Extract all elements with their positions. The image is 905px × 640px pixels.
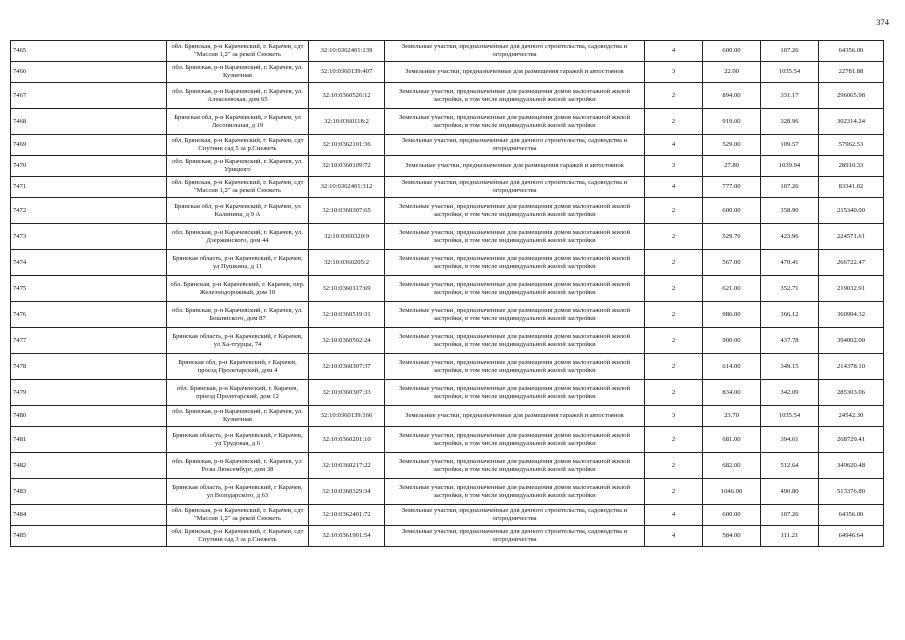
- cadastral-value-cell: 266722.47: [819, 250, 884, 276]
- cadastral-value-cell: 215340.00: [819, 198, 884, 224]
- group-cell: 2: [645, 276, 703, 302]
- specific-value-cell: 1035.54: [761, 62, 819, 83]
- area-cell: 23.70: [703, 406, 761, 427]
- cadastral-value-cell: 57962.53: [819, 135, 884, 156]
- address-cell: обл. Брянская, р-н Карачевский, г. Карачев, ул. Алексеевская, дом 65: [167, 83, 309, 109]
- table-row: [11, 406, 884, 427]
- group-cell: 2: [645, 380, 703, 406]
- area-cell: 682.00: [703, 453, 761, 479]
- cadastral-number-cell: 32:10:0360519:31: [309, 302, 385, 328]
- specific-value-cell: 107.26: [761, 41, 819, 62]
- group-cell: 3: [645, 156, 703, 177]
- specific-value-cell: 107.26: [761, 177, 819, 198]
- table-row: [11, 505, 884, 526]
- cadastral-value-cell: 83341.02: [819, 177, 884, 198]
- specific-value-cell: 1035.54: [761, 406, 819, 427]
- table-row: [11, 354, 884, 380]
- area-cell: 900.00: [703, 328, 761, 354]
- cadastral-number-cell: 32:10:0360205:2: [309, 250, 385, 276]
- address-cell: обл. Брянская, р-н Карачевский, г. Карачев, сдт "Массив 1,2" за рекой Снежеть: [167, 177, 309, 198]
- area-cell: 529.70: [703, 224, 761, 250]
- area-cell: 1046.00: [703, 479, 761, 505]
- group-cell: 4: [645, 135, 703, 156]
- cadastral-value-cell: 302314.24: [819, 109, 884, 135]
- land-use-cell: Земельные участки, предназначенные для размещения домов малоэтажной жилой застройки, в том числе индивидуальной жилой застройки: [385, 354, 645, 380]
- cadastral-number-cell: 32:10:0360329:34: [309, 479, 385, 505]
- cadastral-value-cell: 28910.33: [819, 156, 884, 177]
- cadastral-value-cell: 513376.80: [819, 479, 884, 505]
- table-body: [11, 41, 884, 547]
- specific-value-cell: 512.64: [761, 453, 819, 479]
- group-cell: 2: [645, 479, 703, 505]
- specific-value-cell: 342.09: [761, 380, 819, 406]
- address-cell: обл. Брянская, р-н Карачевский, г. Карачев, сдт "Массив 1,2" за рекой Снежеть: [167, 41, 309, 62]
- specific-value-cell: 358.90: [761, 198, 819, 224]
- cadastral-value-cell: 224571.61: [819, 224, 884, 250]
- land-use-cell: Земельные участки, предназначенные для размещения домов малоэтажной жилой застройки, в том числе индивидуальной жилой застройки: [385, 198, 645, 224]
- specific-value-cell: 1039.94: [761, 156, 819, 177]
- address-cell: Брянская область, р-н Карачевский, г Карачев, ул Пушкина, д 11: [167, 250, 309, 276]
- table-row: [11, 198, 884, 224]
- address-cell: обл. Брянская, р-н Карачевский, г. Карачев, сдт Спутник сад 5 за р.Снежеть: [167, 135, 309, 156]
- specific-value-cell: 470.41: [761, 250, 819, 276]
- table-row: [11, 156, 884, 177]
- group-cell: 2: [645, 198, 703, 224]
- table-row: [11, 109, 884, 135]
- cadastral-value-cell: 64356.00: [819, 41, 884, 62]
- area-cell: 22.00: [703, 62, 761, 83]
- area-cell: 919.00: [703, 109, 761, 135]
- land-use-cell: Земельные участки, предназначенные для размещения домов малоэтажной жилой застройки, в том числе индивидуальной жилой застройки: [385, 427, 645, 453]
- group-cell: 2: [645, 250, 703, 276]
- cadastral-number-cell: 32:10:0360320:9: [309, 224, 385, 250]
- cadastral-number-cell: 32:10:0362401:312: [309, 177, 385, 198]
- land-use-cell: Земельные участки, предназначенные для размещения домов малоэтажной жилой застройки, в том числе индивидуальной жилой застройки: [385, 83, 645, 109]
- row-number: 7475: [11, 276, 167, 302]
- row-number: 7467: [11, 83, 167, 109]
- cadastral-value-cell: 268729.41: [819, 427, 884, 453]
- row-number: 7473: [11, 224, 167, 250]
- area-cell: 621.00: [703, 276, 761, 302]
- table-row: [11, 250, 884, 276]
- land-use-cell: Земельные участки, предназначенные для дачного строительства, садоводства и огородничества: [385, 505, 645, 526]
- table-row: [11, 41, 884, 62]
- land-use-cell: Земельные участки, предназначенные для размещения домов малоэтажной жилой застройки, в том числе индивидуальной жилой застройки: [385, 328, 645, 354]
- cadastral-number-cell: 32:10:0360307:33: [309, 380, 385, 406]
- cadastral-value-cell: 24542.30: [819, 406, 884, 427]
- area-cell: 529.00: [703, 135, 761, 156]
- row-number: 7465: [11, 41, 167, 62]
- address-cell: Брянская обл, р-н Карачевский, г Карачев, ул Калинина, д 9 А: [167, 198, 309, 224]
- row-number: 7472: [11, 198, 167, 224]
- cadastral-value-cell: 64356.00: [819, 505, 884, 526]
- specific-value-cell: 328.96: [761, 109, 819, 135]
- table-row: [11, 380, 884, 406]
- cadastral-value-cell: 394002.00: [819, 328, 884, 354]
- area-cell: 614.00: [703, 354, 761, 380]
- table-row: [11, 427, 884, 453]
- specific-value-cell: 366.12: [761, 302, 819, 328]
- row-number: 7476: [11, 302, 167, 328]
- cadastral-number-cell: 32:10:0360307:37: [309, 354, 385, 380]
- table-row: [11, 83, 884, 109]
- group-cell: 2: [645, 328, 703, 354]
- address-cell: Брянская обл, р-н Карачевский, г Карачев, ул Лесопильная, д 19: [167, 109, 309, 135]
- row-number: 7466: [11, 62, 167, 83]
- address-cell: Брянская область, р-н Карачевский, г Карачев, ул Трудовая, д 6: [167, 427, 309, 453]
- row-number: 7480: [11, 406, 167, 427]
- group-cell: 2: [645, 427, 703, 453]
- land-use-cell: Земельные участки, предназначенные для размещения домов малоэтажной жилой застройки, в том числе индивидуальной жилой застройки: [385, 250, 645, 276]
- cadastral-value-cell: 285303.06: [819, 380, 884, 406]
- cadastral-value-cell: 219032.91: [819, 276, 884, 302]
- cadastral-number-cell: 32:10:0360307:65: [309, 198, 385, 224]
- table-row: [11, 224, 884, 250]
- address-cell: обл. Брянская, р-н Карачевский, г. Карачев, сдт Спутник сад 3 за р.Снежеть: [167, 526, 309, 547]
- cadastral-number-cell: 32:10:0360502:24: [309, 328, 385, 354]
- address-cell: обл. Брянская, р-н Карачевский, г. Карачев, сдт "Массив 1,2" за рекой Снежеть: [167, 505, 309, 526]
- row-number: 7477: [11, 328, 167, 354]
- group-cell: 2: [645, 224, 703, 250]
- land-use-cell: Земельные участки, предназначенные для размещения домов малоэтажной жилой застройки, в том числе индивидуальной жилой застройки: [385, 109, 645, 135]
- row-number: 7483: [11, 479, 167, 505]
- cadastral-value-cell: 349620.48: [819, 453, 884, 479]
- cadastral-number-cell: 32:10:0360139:407: [309, 62, 385, 83]
- cadastral-number-cell: 32:10:0362401:139: [309, 41, 385, 62]
- group-cell: 2: [645, 453, 703, 479]
- row-number: 7468: [11, 109, 167, 135]
- table-row: [11, 276, 884, 302]
- group-cell: 4: [645, 505, 703, 526]
- cadastral-number-cell: 32:10:0360118:2: [309, 109, 385, 135]
- cadastral-value-cell: 360994.32: [819, 302, 884, 328]
- cadastral-number-cell: 32:10:0360109:72: [309, 156, 385, 177]
- cadastral-value-table: [10, 40, 884, 547]
- row-number: 7471: [11, 177, 167, 198]
- address-cell: обл. Брянская, р-н Карачевский, г. Карачев, ул. Дзержинского, дом 44: [167, 224, 309, 250]
- table-row: [11, 135, 884, 156]
- land-use-cell: Земельные участки, предназначенные для размещения домов малоэтажной жилой застройки, в том числе индивидуальной жилой застройки: [385, 224, 645, 250]
- cadastral-number-cell: 32:10:0360217:22: [309, 453, 385, 479]
- table-row: [11, 62, 884, 83]
- area-cell: 600.00: [703, 41, 761, 62]
- specific-value-cell: 423.96: [761, 224, 819, 250]
- row-number: 7484: [11, 505, 167, 526]
- land-use-cell: Земельные участки, предназначенные для дачного строительства, садоводства и огородничества: [385, 177, 645, 198]
- cadastral-number-cell: 32:10:0360117:69: [309, 276, 385, 302]
- cadastral-number-cell: 32:10:0362401:72: [309, 505, 385, 526]
- address-cell: обл. Брянская, р-н Карачевский, г. Карачев, пер. Железнодорожный, дом 10: [167, 276, 309, 302]
- table-row: [11, 302, 884, 328]
- specific-value-cell: 331.17: [761, 83, 819, 109]
- cadastral-value-cell: 214378.10: [819, 354, 884, 380]
- cadastral-number-cell: 32:10:0360139:166: [309, 406, 385, 427]
- cadastral-number-cell: 32:10:0362101:36: [309, 135, 385, 156]
- land-use-cell: Земельные участки, предназначенные для размещения домов малоэтажной жилой застройки, в том числе индивидуальной жилой застройки: [385, 302, 645, 328]
- area-cell: 681.00: [703, 427, 761, 453]
- address-cell: обл. Брянская, р-н Карачевский, г. Карачев, ул. Кузнечная: [167, 406, 309, 427]
- land-use-cell: Земельные участки, предназначенные для дачного строительства, садоводства и огородничества: [385, 41, 645, 62]
- row-number: 7469: [11, 135, 167, 156]
- address-cell: Брянская обл, р-н Карачевский, г Карачев, проезд Пролетарский, дом 4: [167, 354, 309, 380]
- land-use-cell: Земельные участки, предназначенные для размещения гаражей и автостоянок: [385, 62, 645, 83]
- area-cell: 584.00: [703, 526, 761, 547]
- specific-value-cell: 107.26: [761, 505, 819, 526]
- specific-value-cell: 437.78: [761, 328, 819, 354]
- cadastral-number-cell: 32:10:0360201:10: [309, 427, 385, 453]
- land-use-cell: Земельные участки, предназначенные для дачного строительства, садоводства и огородничества: [385, 135, 645, 156]
- land-use-cell: Земельные участки, предназначенные для размещения домов малоэтажной жилой застройки, в том числе индивидуальной жилой застройки: [385, 479, 645, 505]
- address-cell: обл. Брянская, р-н Карачевский, г. Карачев, проезд Пролетарский, дом 12: [167, 380, 309, 406]
- row-number: 7478: [11, 354, 167, 380]
- area-cell: 600.00: [703, 198, 761, 224]
- area-cell: 27.80: [703, 156, 761, 177]
- cadastral-value-cell: 64946.64: [819, 526, 884, 547]
- row-number: 7470: [11, 156, 167, 177]
- land-use-cell: Земельные участки, предназначенные для дачного строительства, садоводства и огородничества: [385, 526, 645, 547]
- group-cell: 4: [645, 526, 703, 547]
- cadastral-value-cell: 296065.98: [819, 83, 884, 109]
- specific-value-cell: 394.61: [761, 427, 819, 453]
- group-cell: 2: [645, 302, 703, 328]
- specific-value-cell: 111.21: [761, 526, 819, 547]
- group-cell: 2: [645, 354, 703, 380]
- cadastral-number-cell: 32:10:0361901:54: [309, 526, 385, 547]
- address-cell: обл. Брянская, р-н Карачевский, г. Карачев, ул. Бошинского, дом 87: [167, 302, 309, 328]
- area-cell: 777.00: [703, 177, 761, 198]
- area-cell: 834.00: [703, 380, 761, 406]
- row-number: 7474: [11, 250, 167, 276]
- row-number: 7482: [11, 453, 167, 479]
- address-cell: обл. Брянская, р-н Карачевский, г. Карачев, ул. Урицкого: [167, 156, 309, 177]
- group-cell: 4: [645, 177, 703, 198]
- address-cell: Брянская область, р-н Карачевский, г Карачев, ул Володарского, д 63: [167, 479, 309, 505]
- group-cell: 4: [645, 41, 703, 62]
- land-use-cell: Земельные участки, предназначенные для размещения гаражей и автостоянок: [385, 406, 645, 427]
- address-cell: обл. Брянская, р-н Карачевский, г. Карачев, у.г. Розы Люксембург, дом 38: [167, 453, 309, 479]
- land-use-cell: Земельные участки, предназначенные для размещения домов малоэтажной жилой застройки, в том числе индивидуальной жилой застройки: [385, 380, 645, 406]
- group-cell: 3: [645, 62, 703, 83]
- specific-value-cell: 109.57: [761, 135, 819, 156]
- specific-value-cell: 490.80: [761, 479, 819, 505]
- row-number: 7485: [11, 526, 167, 547]
- area-cell: 894.00: [703, 83, 761, 109]
- specific-value-cell: 352.71: [761, 276, 819, 302]
- specific-value-cell: 349.15: [761, 354, 819, 380]
- area-cell: 986.00: [703, 302, 761, 328]
- page-number: 374: [876, 17, 889, 27]
- table-row: [11, 177, 884, 198]
- group-cell: 2: [645, 83, 703, 109]
- row-number: 7479: [11, 380, 167, 406]
- address-cell: обл. Брянская, р-н Карачевский, г. Карачев, ул. Кузнечная: [167, 62, 309, 83]
- land-use-cell: Земельные участки, предназначенные для размещения гаражей и автостоянок: [385, 156, 645, 177]
- land-use-cell: Земельные участки, предназначенные для размещения домов малоэтажной жилой застройки, в том числе индивидуальной жилой застройки: [385, 276, 645, 302]
- address-cell: Брянская область, р-н Карачевский, г Карачев, ул Ха-тгурцы, 74: [167, 328, 309, 354]
- table-row: [11, 328, 884, 354]
- area-cell: 567.00: [703, 250, 761, 276]
- cadastral-number-cell: 32:10:0360526:12: [309, 83, 385, 109]
- table-row: [11, 526, 884, 547]
- group-cell: 2: [645, 109, 703, 135]
- row-number: 7481: [11, 427, 167, 453]
- group-cell: 3: [645, 406, 703, 427]
- land-use-cell: Земельные участки, предназначенные для размещения домов малоэтажной жилой застройки, в том числе индивидуальной жилой застройки: [385, 453, 645, 479]
- table-row: [11, 453, 884, 479]
- area-cell: 600.00: [703, 505, 761, 526]
- table-row: [11, 479, 884, 505]
- cadastral-value-cell: 22781.88: [819, 62, 884, 83]
